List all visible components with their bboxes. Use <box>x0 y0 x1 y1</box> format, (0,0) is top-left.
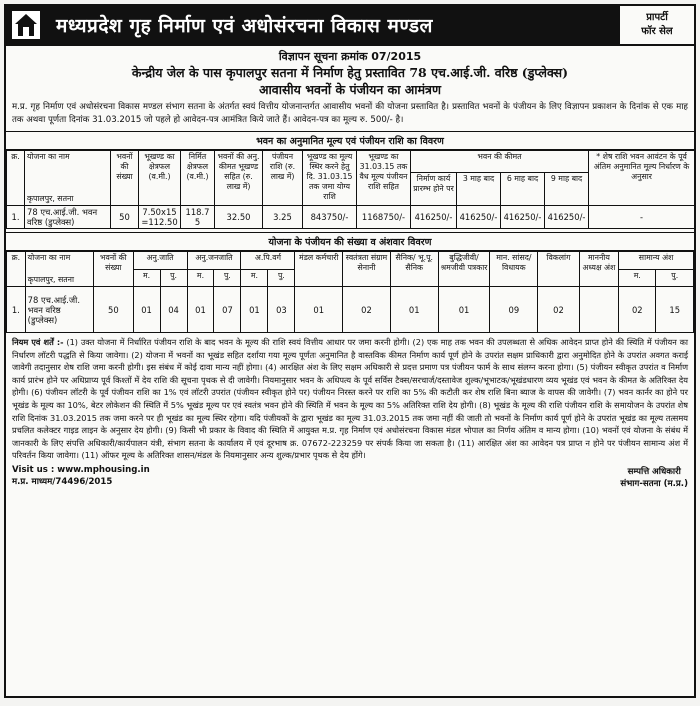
cell-scheme: 78 एच.आई.जी. भवन वरिष्ठ (डुप्लेक्स) <box>25 287 93 333</box>
col-units: भवनों की संख्या <box>111 151 139 206</box>
property-for-sale-tag <box>618 6 694 44</box>
tag-line-1: प्रापर्टी <box>646 12 668 23</box>
col-scheme-label: योजना का नाम <box>27 253 71 262</box>
col-scheme-label: योजना का नाम <box>27 152 70 161</box>
cell-installment-1: 416250/- <box>411 206 457 229</box>
col-board-staff: मंडल कर्मचारी <box>295 252 343 287</box>
cell-sr: 1. <box>7 287 26 333</box>
cell-obc-p: 03 <box>268 287 295 333</box>
col-obc-m: म. <box>241 269 268 287</box>
col-freedom-fighter: स्वतंत्रता संग्राम सेनानी <box>343 252 391 287</box>
cell-sr: 1. <box>7 206 25 229</box>
cell-plot-area: 7.50x15 =112.50 <box>139 206 181 229</box>
col-installment-3: 6 माह बाद <box>501 172 545 205</box>
cell-sc-p: 04 <box>160 287 187 333</box>
header <box>6 6 694 46</box>
col-st: अनु.जनजाति <box>187 252 241 270</box>
cell-land-fixed: 843750/- <box>303 206 357 229</box>
cell-obc-m: 01 <box>241 287 268 333</box>
col-general: सामान्य अंश <box>619 252 694 270</box>
footer-right <box>620 465 688 489</box>
intro-paragraph: म.प्र. गृह निर्माण एवं अधोसंरचना विकास मण्डल संभाग सतना के अंतर्गत स्वयं वित्तीय योजनान्तर्गत आवासीय भवनों की योजना प्रस्तावित है। प्रस्तावित भवनों के पंजीयन के लिए विज्ञापन प्रकाशन के दिनांक से एक माह तक अथवा पूर्णता दिनांक 31.03.2015 जो पहले हो आवेदन-पत्र आमंत्रित किये जाते हैं। आवेदन-पत्र का मूल्य रु. 500/- है। <box>6 98 694 132</box>
cell-sc-m: 01 <box>133 287 160 333</box>
advertisement-page <box>4 4 696 698</box>
allocation-table <box>6 251 694 333</box>
col-sr: क्र. <box>7 252 26 287</box>
col-units: भवनों की संख्या <box>94 252 133 287</box>
cell-reg-amount: 3.25 <box>263 206 303 229</box>
office-location: संभाग-सतना (म.प्र.) <box>620 478 688 489</box>
footer <box>6 465 694 489</box>
col-gen-m: म. <box>619 269 656 287</box>
reference-number: म.प्र. माध्यम/74496/2015 <box>12 476 113 487</box>
col-st-m: म. <box>187 269 214 287</box>
website-link[interactable]: Visit us : www.mphousing.in <box>12 464 150 475</box>
cell-land-till: 1168750/- <box>357 206 411 229</box>
col-mp-mla: मान. सांसद/ विधायक <box>490 252 538 287</box>
col-built-area: निर्मित क्षेत्रफल (व.मी.) <box>181 151 215 206</box>
col-sc-m: म. <box>133 269 160 287</box>
cell-scheme: 78 एच.आई.जी. भवन वरिष्ठ (डुप्लेक्स) <box>25 206 111 229</box>
advertisement-number: विज्ञापन सूचना क्रमांक 07/2015 <box>278 50 422 63</box>
col-house-price: भवन की कीमत <box>411 151 589 173</box>
col-plot-area: भूखण्ड का क्षेत्रफल (व.मी.) <box>139 151 181 206</box>
cell-installment-4: 416250/- <box>545 206 589 229</box>
cell-built-area: 118.75 <box>181 206 215 229</box>
col-scheme-location: कृपालपुर, सतना <box>27 275 75 284</box>
col-army: सैनिक/ भू.पू. सैनिक <box>390 252 438 287</box>
cell-gen-m: 02 <box>619 287 656 333</box>
col-disabled: विकलांग <box>538 252 580 287</box>
headline-line-2: आवासीय भवनों के पंजीयन का आमंत्रण <box>259 82 441 97</box>
footer-left <box>12 465 150 489</box>
allocation-header-row <box>7 252 694 270</box>
cell-freedom-fighter: 02 <box>343 287 391 333</box>
terms-label: नियम एवं शर्तें :- <box>12 337 64 347</box>
col-installment-1: निर्माण कार्य प्रारम्भ होने पर <box>411 172 457 205</box>
col-installment-2: 3 माह बाद <box>457 172 501 205</box>
allocation-table-title: योजना के पंजीयन की संख्या व अंशवार विवरण <box>6 232 694 251</box>
col-scheme <box>25 252 93 287</box>
cost-table-title: भवन का अनुमानित मूल्य एवं पंजीयन राशि का विवरण <box>6 132 694 150</box>
col-intellectual: बुद्धिजीवी/ श्रमजीवी पत्रकार <box>438 252 490 287</box>
cell-installment-2: 416250/- <box>457 206 501 229</box>
cell-disabled: 02 <box>538 287 580 333</box>
headline-line-1: केन्द्रीय जेल के पास कृपालपुर सतना में निर्माण हेतु प्रस्तावित 78 एच.आई.जी. वरिष्ठ (डुप्लेक्स) <box>131 65 569 80</box>
cost-table-row <box>7 206 695 229</box>
col-sr: क्र. <box>7 151 25 206</box>
col-sc: अनु.जाति <box>133 252 187 270</box>
terms-text: (1) उक्त योजना में निर्धारित पंजीयन राशि के बाद भवन के मूल्य की राशि स्वयं वित्तीय आधार पर जमा करनी होगी। (2) एक माह तक भवन की उपलब्धता से अधिक आवेदन प्राप्त होने की स्थिति में पंजीयन का निर्धारण लॉटरी पद्धति से किया जावेगा। (2) योजना में भवनों का भूखंड सहित दर्शाया गया मूल्य पूर्णतः अनुमानित है वास्तविक कीमत निर्माण कार्य पूर्ण होने के उपरांत सक्षम प्राधिकारी द्वारा अनुमोदित होने के उपरांत अवगत कराई जावेगी तदानुसार शेष राशि जमा करनी होगी। इस संबंध में कोई दावा मान्य नहीं होगा। (4) आरक्षित अंश के लिए सक्षम अधिकारी से प्रदत्त प्रमाण पत्र पंजीयन फार्म के साथ संलग्न करना होगा। (5) पंजीयन स्वीकृत उपरांत व निर्माण कार्य प्रारंभ होने पर अधिप्राप्य पूर्व किश्तों में देय राशि की सूचना पृथक से दी जावेगी। नियमानुसार भवन के अधिपत्य के पूर्व सर्विस टैक्स/सरचार्ज/दस्तावेज शुल्क/भूभाटक/भूखंडधारण व्यय भूखंड एवं भवन के कीमत के अतिरिक्त देय होगी। (6) पंजीयन लॉटरी के पूर्व पंजीयन राशि का 1% एवं लॉटरी उपरांत (पंजीयन स्वीकृत होने पर) पंजीयन निरस्त करने पर राशि का 5% की कटौती कर शेष राशि बिना ब्याज के वापस की जावेगी। (7) भवन कार्नर का होने पर भूखंड के मूल्य का 10%, बेटर लोकेशन की स्थिति में 5% भूखंड मूल्य पर एवं स्वतंत्र भवन होने की स्थिति में भवन के मूल्य का 5% अतिरिक्त राशि देय होगी। (8) भूखंड के मूल्य की राशि पंजीयन राशि के समायोजन के उपरांत शेष राशि दिनांक 31.03.2015 तक जमा करने पर ही भूखंड का मूल्य स्थिर रहेगा। यदि पंजीयकों के द्वारा भूखंड का मूल्य 31.03.2015 तक जमा नहीं की जाती तो भवनों के निर्माण कार्य पूर्ण होने के उपरांत भूखंड का मूल्य तत्समय प्रचलित कलेक्टर गाइड लाइन के अनुसार देय होगी। (9) किसी भी प्रकार के विवाद की स्थिति में आयुक्त म.प्र. गृह निर्माण एवं अधोसंरचना विकास मंडल भोपाल का निर्णय अंतिम व मान्य होगा। (10) भवनों एवं योजना के संबंध में जानकारी के लिए संपत्ति अधिकारी/कार्यपालन यंत्री, संभाग सतना के कार्यालय में एवं दूरभाष क्र. 07672-223259 पर संपर्क किया जा सकता है। (11) आरक्षित अंश का आवेदन पत्र प्राप्त न होने पर पंजीयन सामान्य अंश में परिवर्तन किया जावेगा। (11) ऑफर मूल्य के अतिरिक्त शासन/मंडल के नियमानुसार अन्य शुल्क/प्रभार पृथक से देय होंगे। <box>12 337 688 461</box>
cell-units: 50 <box>111 206 139 229</box>
cell-discretion <box>579 287 618 333</box>
col-est-cost: भवनों की अनु. कीमत भूखण्ड सहित (रु. लाख में) <box>215 151 263 206</box>
col-reg-amount: पंजीयन राशि (रु. लाख में) <box>263 151 303 206</box>
cell-units: 50 <box>94 287 133 333</box>
cell-est-cost: 32.50 <box>215 206 263 229</box>
col-scheme-location: कृपालपुर, सतना <box>27 194 74 203</box>
cell-installment-3: 416250/- <box>501 206 545 229</box>
officer-title: सम्पत्ति अधिकारी <box>627 466 681 477</box>
col-st-p: पु. <box>214 269 241 287</box>
cell-army: 01 <box>390 287 438 333</box>
col-land-till: भूखण्ड का 31.03.15 तक वैध मूल्य पंजीयन राशि सहित <box>357 151 411 206</box>
col-obc-p: पु. <box>268 269 295 287</box>
terms-and-conditions <box>6 333 694 465</box>
col-sc-p: पु. <box>160 269 187 287</box>
cell-st-m: 01 <box>187 287 214 333</box>
cost-table-header-row <box>7 151 695 173</box>
cell-intellectual: 01 <box>438 287 490 333</box>
logo-icon <box>6 6 46 44</box>
allocation-row <box>7 287 694 333</box>
cell-balance: - <box>589 206 695 229</box>
cell-st-p: 07 <box>214 287 241 333</box>
org-title: मध्यप्रदेश गृह निर्माण एवं अधोसंरचना विकास मण्डल <box>46 6 618 44</box>
col-land-fixed: भूखण्ड का मूल्य स्थिर करने हेतु दि. 31.03.15 तक जमा योग्य राशि <box>303 151 357 206</box>
col-balance: * शेष राशि भवन आवंटन के पूर्व अंतिम अनुमानित मूल्य निर्धारण के अनुसार <box>589 151 695 206</box>
cell-board-staff: 01 <box>295 287 343 333</box>
col-installment-4: 9 माह बाद <box>545 172 589 205</box>
col-scheme <box>25 151 111 206</box>
tag-line-2: फॉर सेल <box>641 26 673 37</box>
cell-mp-mla: 09 <box>490 287 538 333</box>
col-discretion: माननीय अध्यक्ष अंश <box>579 252 618 287</box>
col-gen-p: पु. <box>656 269 694 287</box>
cell-gen-p: 15 <box>656 287 694 333</box>
cost-table <box>6 150 695 229</box>
col-obc: अ.पि.वर्ग <box>241 252 295 270</box>
